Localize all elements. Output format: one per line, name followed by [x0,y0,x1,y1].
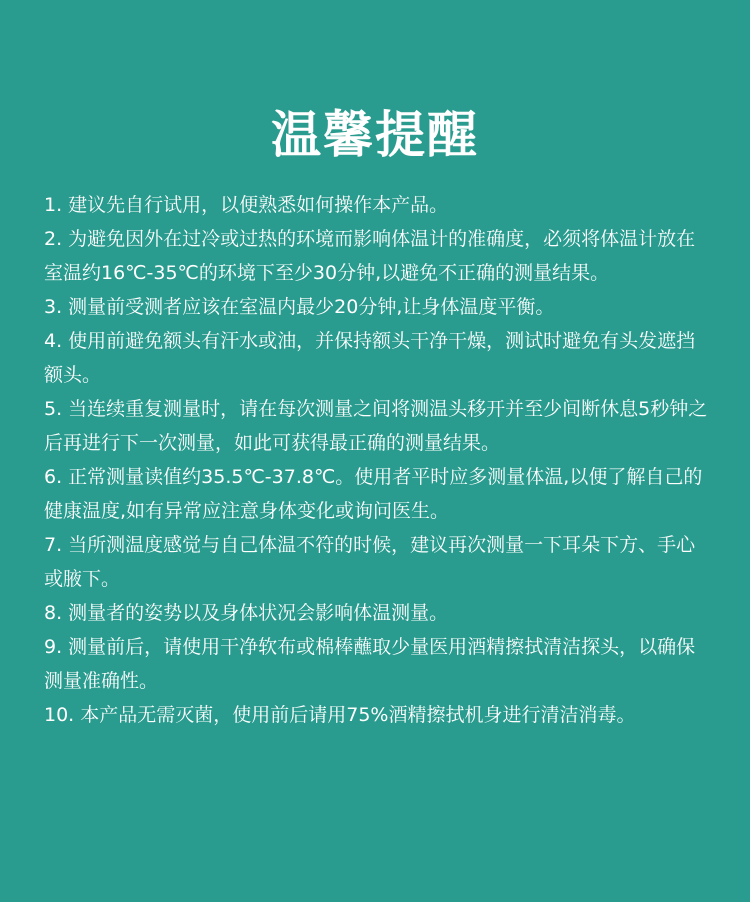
note-item-10: 10. 本产品无需灭菌，使用前后请用75%酒精擦拭机身进行清洁消毒。 [44,704,636,726]
note-item-8: 8. 测量者的姿势以及身体状况会影响体温测量。 [44,602,449,624]
note-item-4: 4. 使用前避免额头有汗水或油，并保持额头干净干燥，测试时避免有头发遮挡额头。 [44,330,696,386]
note-item-7: 7. 当所测温度感觉与自己体温不符的时候，建议再次测量一下耳朵下方、手心或腋下。 [44,534,696,590]
note-item-3: 3. 测量前受测者应该在室温内最少20分钟,让身体温度平衡。 [44,296,555,318]
note-item-5: 5. 当连续重复测量时，请在每次测量之间将测温头移开并至少间断休息5秒钟之后再进行下一次测量，如此可获得最正确的测量结果。 [44,398,708,454]
note-item-1: 1. 建议先自行试用，以便熟悉如何操作本产品。 [44,194,449,216]
page-title: 温馨提醒 [271,105,479,164]
note-item-2: 2. 为避免因外在过冷或过热的环境而影响体温计的准确度，必须将体温计放在室温约16℃-35℃的环境下至少30分钟,以避免不正确的测量结果。 [44,228,696,284]
notes-list [44,188,710,732]
note-item-6: 6. 正常测量读值约35.5℃-37.8℃。使用者平时应多测量体温,以便了解自己的健康温度,如有异常应注意身体变化或询问医生。 [44,466,703,522]
note-item-9: 9. 测量前后，请使用干净软布或棉棒蘸取少量医用酒精擦拭清洁探头，以确保测量准确性。 [44,636,696,692]
